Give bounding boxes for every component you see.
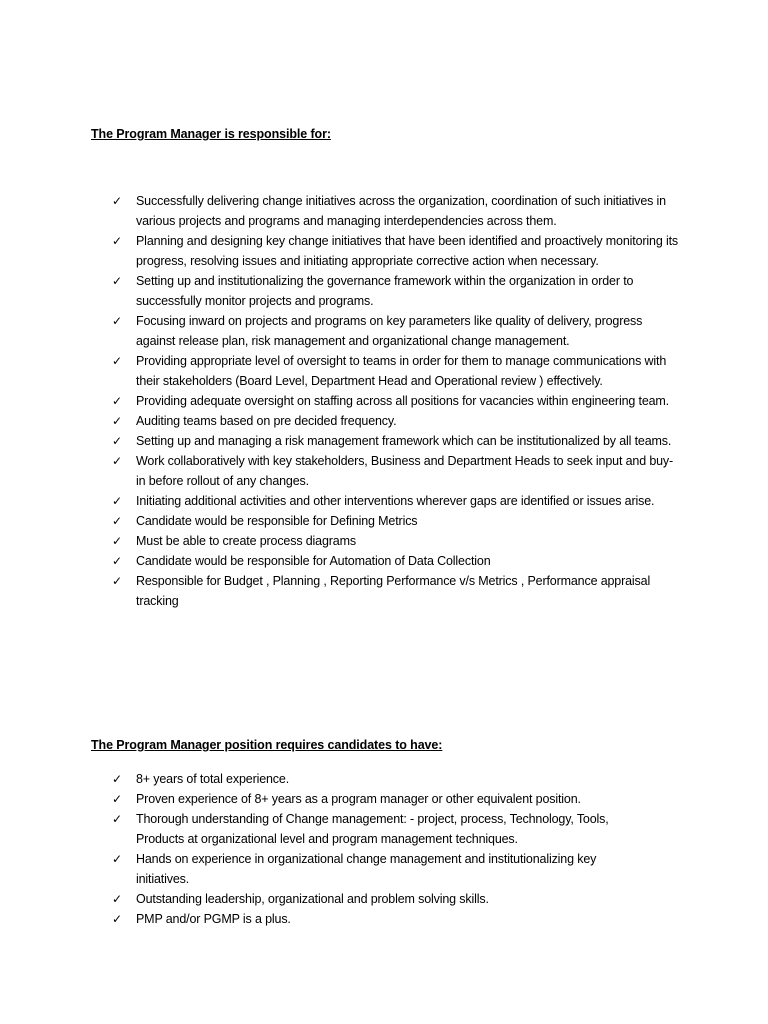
list-item <box>112 491 680 511</box>
list-item-text: Candidate would be responsible for Defining Metrics <box>136 514 418 528</box>
list-item-text: Proven experience of 8+ years as a program manager or other equivalent position. <box>136 792 581 806</box>
list-item-text: Setting up and institutionalizing the governance framework within the organization in order to successfully monitor projects and programs. <box>136 274 634 308</box>
list-item <box>112 231 680 271</box>
checkmark-icon: ✓ <box>112 274 122 288</box>
list-item <box>112 769 652 789</box>
list-item <box>112 411 680 431</box>
list-item-text: Must be able to create process diagrams <box>136 534 356 548</box>
list-item-text: Hands on experience in organizational change management and institutionalizing key initiatives. <box>136 852 597 886</box>
list-item-text: Focusing inward on projects and programs on key parameters like quality of delivery, progress against release plan, risk management and organizational change management. <box>136 314 643 348</box>
list-item-text: Planning and designing key change initiatives that have been identified and proactively monitoring its progress, resolving issues and initiating appropriate corrective action when necessary. <box>136 234 679 268</box>
checkmark-icon: ✓ <box>112 812 122 826</box>
checkmark-icon: ✓ <box>112 792 122 806</box>
list-item <box>112 311 680 351</box>
list-item-text: Thorough understanding of Change management: - project, process, Technology, Tools, Products at organizational level and program management techniques. <box>136 812 609 846</box>
checkmark-icon: ✓ <box>112 454 122 468</box>
list-item-text: Work collaboratively with key stakeholders, Business and Department Heads to seek input and buy-in before rollout of any changes. <box>136 454 674 488</box>
list-item-text: Candidate would be responsible for Automation of Data Collection <box>136 554 491 568</box>
list-item <box>112 909 652 929</box>
list-item-text: Auditing teams based on pre decided frequency. <box>136 414 397 428</box>
checkmark-icon: ✓ <box>112 234 122 248</box>
checkmark-icon: ✓ <box>112 772 122 786</box>
list-item-text: Setting up and managing a risk management framework which can be institutionalized by all teams. <box>136 434 672 448</box>
checkmark-icon: ✓ <box>112 514 122 528</box>
list-item-text: Providing adequate oversight on staffing across all positions for vacancies within engineering team. <box>136 394 670 408</box>
list-item <box>112 191 680 231</box>
list-item <box>112 511 680 531</box>
list-item <box>112 789 652 809</box>
checkmark-icon: ✓ <box>112 534 122 548</box>
checkmark-icon: ✓ <box>112 194 122 208</box>
checkmark-icon: ✓ <box>112 574 122 588</box>
list-item <box>112 531 680 551</box>
checkmark-icon: ✓ <box>112 314 122 328</box>
responsibilities-list <box>112 191 680 611</box>
checkmark-icon: ✓ <box>112 434 122 448</box>
checkmark-icon: ✓ <box>112 414 122 428</box>
list-item <box>112 391 680 411</box>
responsibilities-heading: The Program Manager is responsible for: <box>91 127 331 141</box>
checkmark-icon: ✓ <box>112 494 122 508</box>
list-item-text: Providing appropriate level of oversight to teams in order for them to manage communications with their stakeholders (Board Level, Department Head and Operational review ) effectively. <box>136 354 667 388</box>
requirements-list <box>112 769 652 929</box>
list-item <box>112 849 652 889</box>
checkmark-icon: ✓ <box>112 892 122 906</box>
checkmark-icon: ✓ <box>112 912 122 926</box>
list-item <box>112 889 652 909</box>
checkmark-icon: ✓ <box>112 852 122 866</box>
list-item-text: Outstanding leadership, organizational and problem solving skills. <box>136 892 489 906</box>
list-item-text: Successfully delivering change initiatives across the organization, coordination of such initiatives in various projects and programs and managing interdependencies across them. <box>136 194 666 228</box>
checkmark-icon: ✓ <box>112 554 122 568</box>
checkmark-icon: ✓ <box>112 354 122 368</box>
list-item-text: PMP and/or PGMP is a plus. <box>136 912 291 926</box>
list-item <box>112 451 680 491</box>
list-item <box>112 551 680 571</box>
list-item-text: Responsible for Budget , Planning , Reporting Performance v/s Metrics , Performance appraisal tracking <box>136 574 651 608</box>
list-item-text: Initiating additional activities and other interventions wherever gaps are identified or issues arise. <box>136 494 655 508</box>
list-item <box>112 271 680 311</box>
list-item <box>112 431 680 451</box>
checkmark-icon: ✓ <box>112 394 122 408</box>
requirements-heading: The Program Manager position requires candidates to have: <box>91 738 443 752</box>
list-item-text: 8+ years of total experience. <box>136 772 290 786</box>
list-item <box>112 351 680 391</box>
list-item <box>112 571 680 611</box>
list-item <box>112 809 652 849</box>
